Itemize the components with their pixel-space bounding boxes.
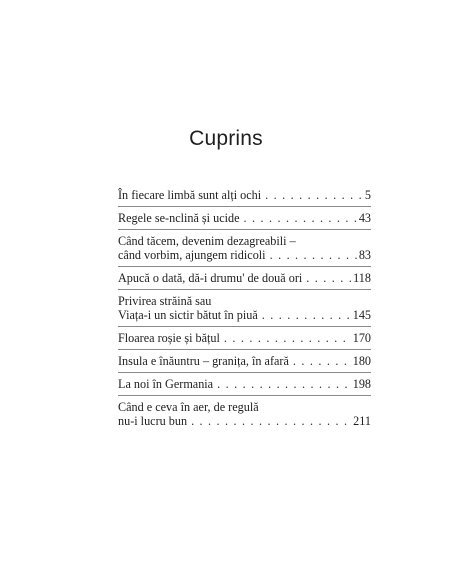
toc-entry-title: Privirea străină sau [118,294,212,308]
toc-entry-title-continued: nu-i lucru bun [118,414,188,428]
toc-page-number: 83 [358,248,371,262]
toc-entry [118,292,371,327]
toc-entry [118,352,371,373]
dot-leader [224,331,351,345]
toc-entry-line [118,188,371,202]
toc-entry-line [118,414,371,428]
toc-entry [118,232,371,267]
toc-entry-line [118,271,371,285]
dot-leader [217,377,351,391]
toc-entry-line [118,211,371,225]
toc-entry-title: Când e ceva în aer, de regulă [118,400,259,414]
toc-page-number: 118 [353,271,371,285]
toc-entry-line [118,331,371,345]
dot-leader [293,354,351,368]
toc-entry-line [118,400,371,414]
dot-leader [270,248,357,262]
toc-entry [118,186,371,207]
dot-leader [191,414,351,428]
toc-entry-title: La noi în Germania [118,377,214,391]
toc-entry-line [118,234,371,248]
dot-leader [306,271,351,285]
toc-entry-title: Floarea roșie și bățul [118,331,220,345]
toc-page-number: 5 [364,188,371,202]
toc-entry [118,329,371,350]
toc-page-number: 211 [353,414,371,428]
toc-entry-line [118,354,371,368]
toc-entry [118,209,371,230]
toc-entry-line [118,248,371,262]
toc-page-number: 180 [352,354,371,368]
toc-entry-line [118,377,371,391]
toc-page-number: 170 [352,331,371,345]
toc-entry-title: Când tăcem, devenim dezagreabili – [118,234,296,248]
toc-entry-title: În fiecare limbă sunt alți ochi [118,188,262,202]
toc-entry-title: Insula e înăuntru – granița, în afară [118,354,289,368]
page-title: Cuprins [189,127,263,150]
toc-page-number: 145 [352,308,371,322]
toc-entry-title-continued: Viața-i un sictir bătut în piuă [118,308,258,322]
table-of-contents [118,186,371,434]
toc-entry-title: Regele se-nclină și ucide [118,211,240,225]
toc-entry-line [118,294,371,308]
toc-page-number: 43 [358,211,371,225]
toc-entry-title: Apucă o dată, dă-i drumu' de două ori [118,271,303,285]
toc-entry-title-continued: când vorbim, ajungem ridicoli [118,248,266,262]
dot-leader [265,188,363,202]
toc-entry-line [118,308,371,322]
dot-leader [244,211,357,225]
toc-entry [118,398,371,432]
toc-page-number: 198 [352,377,371,391]
toc-entry [118,375,371,396]
dot-leader [262,308,351,322]
toc-entry [118,269,371,290]
